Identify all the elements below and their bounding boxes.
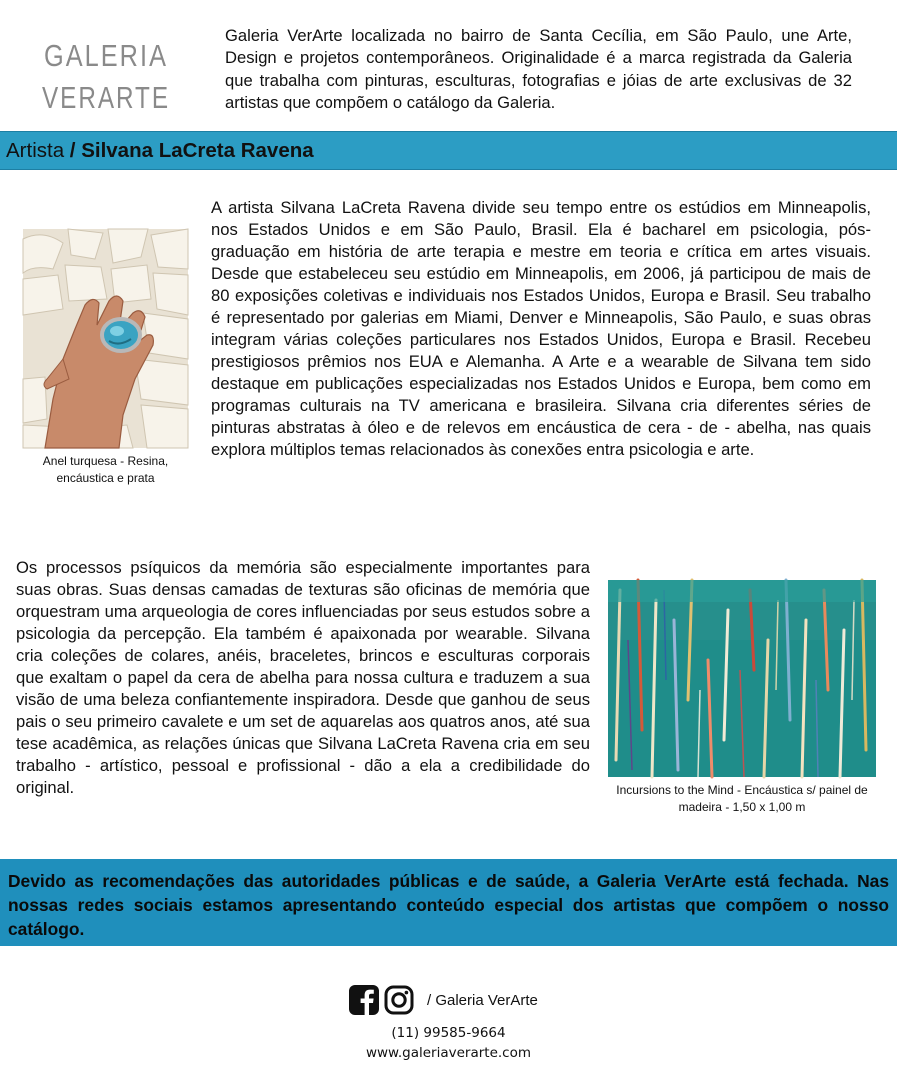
- artist-bio-paragraph-2: Os processos psíquicos da memória são especialmente importantes para suas obras. Suas densas camadas de texturas são oficinas de memória que orquestram uma arqueologia de cores influenciadas por seus estudos sobre a psicologia da percepção. Ela também é apaixonada por wearable. Silvana cria coleções de colares, anéis, braceletes, brincos e esculturas corporais que exaltam o papel da cera de abelha para nossa cultura e traduzem a sua visão de uma beleza confiantemente inspiradora. Desde que ganhou de seus pais o seu primeiro cavalete e um set de aquarelas aos quatros anos, até sua tese acadêmica, as relações únicas que Silvana LaCreta Ravena cria em seu trabalho - artístico, pessoal e profissional - dão a ela a credibilidade do original.: [16, 558, 590, 797]
- gallery-intro-text: Galeria VerArte localizada no bairro de Santa Cecília, em São Paulo, une Arte, Design e projetos contemporâneos. Originalidade é a marca registrada da Galeria que trabalha com pinturas, esculturas, fotografias e jóias de arte exclusivas de 32 artistas que compõem o catálogo da Galeria.: [225, 26, 852, 112]
- artist-title-bar: [0, 131, 897, 170]
- contact-phone: (11) 99585-9664: [391, 1025, 506, 1041]
- ring-photo-caption: Anel turquesa - Resina, encáustica e prata: [42, 454, 169, 485]
- turquoise-ring-photo: [23, 229, 188, 448]
- artist-title: [6, 139, 314, 163]
- artist-bio-paragraph-1: A artista Silvana LaCreta Ravena divide seu tempo entre os estúdios em Minneapolis, nos Estados Unidos e em São Paulo, Brasil. Ela é bacharel em psicologia, pós- graduação em história de arte terapia e mestre em teoria e crítica em artes visuais. Desde que estabeleceu seu estúdio em Minneapolis, em 2006, já participou de mais de 80 exposições coletivas e individuais nos Estados Unidos, Europa e Brasil. Seu trabalho é representado por galerias em Miami, Denver e Minneapolis, São Paulo, e suas obras integram várias coleções particulares nos Estados Unidos, Europa e Brasil. Recebeu prestigiosos prêmios nos EUA e Alemanha. A Arte e a wearable de Silvana tem sido destaque em publicações especializadas nos Estados Unidos e Europa, bem como em programas culturais na TV americana e brasileira. Silvana cria diferentes séries de pinturas abstratas à óleo e de relevos em encáustica de cera - de - abelha, nas quais explora múltiplos temas relacionados às conexões entra psicologia e arte.: [211, 198, 871, 459]
- artist-name: Silvana LaCreta Ravena: [81, 139, 314, 162]
- artist-separator: /: [64, 139, 82, 162]
- closure-notice-text: Devido as recomendações das autoridades públicas e de saúde, a Galeria VerArte está fechada. Nas nossas redes sociais estamos apresentando conteúdo especial dos artistas que compõem o nosso catálogo.: [8, 871, 889, 939]
- social-links: [349, 985, 538, 1015]
- logo-line1: GALERIA: [44, 38, 168, 73]
- painting-caption: Incursions to the Mind - Encáustica s/ painel de madeira - 1,50 x 1,00 m: [616, 783, 868, 814]
- artist-label: Artista: [6, 139, 65, 162]
- social-handle: / Galeria VerArte: [427, 991, 538, 1009]
- logo-line2: VERARTE: [42, 80, 170, 115]
- galeria-verarte-logo: [40, 36, 172, 115]
- painting-photo: [608, 580, 876, 777]
- closure-notice-banner: [0, 859, 897, 946]
- facebook-icon[interactable]: [349, 985, 379, 1015]
- instagram-icon[interactable]: [384, 985, 414, 1015]
- website-link[interactable]: www.galeriaverarte.com: [365, 1045, 532, 1061]
